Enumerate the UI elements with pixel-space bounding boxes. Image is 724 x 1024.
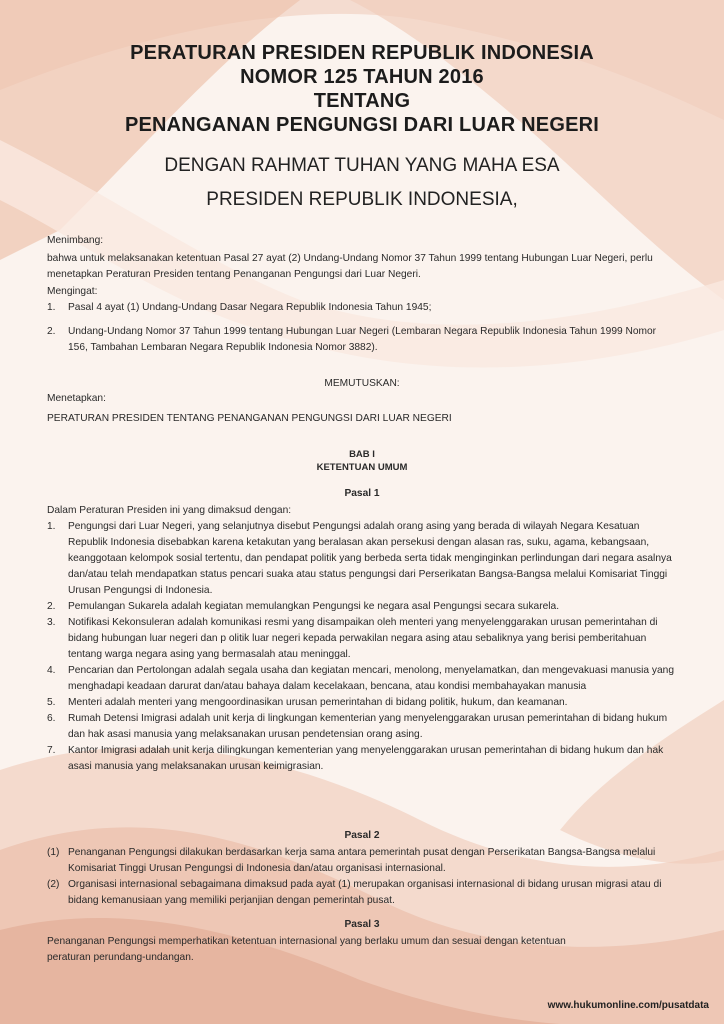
item-number: 3.: [47, 617, 56, 628]
item-number: 6.: [47, 713, 56, 724]
item-text: Undang-Undang Nomor 37 Tahun 1999 tentang Hubungan Luar Negeri (Lembaran Negara Republik Indonesia Tahun 1999 Nomor 156, Tambahan Lembaran Negara Republik Indonesia Nomor 3882).: [68, 326, 657, 353]
memutuskan: MEMUTUSKAN:: [324, 378, 400, 389]
menimbang-text: bahwa untuk melaksanakan ketentuan Pasal 27 ayat (2) Undang-Undang Nomor 37 Tahun 1999 tentang Hubungan Luar Negeri, perlu menetapkan Peraturan Presiden tentang Penanganan Pengungsi dari Luar Negeri.: [47, 253, 653, 280]
pasal1-intro: Dalam Peraturan Presiden ini yang dimaksud dengan:: [47, 505, 292, 516]
definition-item: [47, 695, 679, 711]
item-text: Notifikasi Kekonsuleran adalah komunikasi resmi yang disampaikan oleh menteri yang menyelenggarakan urusan pemerintahan di bidang hubungan luar negeri dan p olitik luar negeri kepada perwakilan negara asing atau sebaliknya yang berisi pemberitahuan tentang warga negara asing yang bermasalah atau meninggal.: [68, 617, 658, 660]
item-number: 4.: [47, 665, 56, 676]
title-line-4: PENANGANAN PENGUNGSI DARI LUAR NEGERI: [124, 114, 600, 136]
item-text: Pasal 4 ayat (1) Undang-Undang Dasar Negara Republik Indonesia Tahun 1945;: [68, 302, 432, 313]
mengingat-item: [47, 300, 677, 316]
ayat-item: [47, 845, 679, 877]
bab-heading: [47, 448, 677, 474]
item-text: Pengungsi dari Luar Negeri, yang selanjutnya disebut Pengungsi adalah orang asing yang berada di wilayah Negara Kesatuan Republik Indonesia disebabkan karena ketakutan yang beralasan akan persekusi dengan alasan ras, suku, agama, kebangsaan, keanggotaan kelompok sosial tertentu, dan pendapat politik yang berbeda serta tidak menginginkan perlindungan dari negara asalnya dan/atau telah mendapatkan status pencari suaka atau status pengungsi dari Perserikatan Bangsa-Bangsa melalui Komisariat Tinggi Urusan Pengungsi di Indonesia.: [68, 521, 672, 596]
item-number: 1.: [47, 302, 56, 313]
definition-item: [47, 743, 679, 775]
item-number: 2.: [47, 601, 56, 612]
menetapkan-text: PERATURAN PRESIDEN TENTANG PENANGANAN PENGUNGSI DARI LUAR NEGERI: [47, 413, 452, 424]
mengingat-item: [47, 324, 677, 356]
definition-item: [47, 663, 679, 695]
title-line-3: TENTANG: [313, 90, 411, 112]
item-number: 2.: [47, 326, 56, 337]
pasal3-text: Penanganan Pengungsi memperhatikan ketentuan internasional yang berlaku umum dan sesuai dengan ketentuan peraturan perundang-undangan.: [47, 936, 566, 963]
bab-title: KETENTUAN UMUM: [316, 462, 408, 473]
ayat-item: [47, 877, 679, 909]
item-text: Menteri adalah menteri yang mengoordinasikan urusan pemerintahan di bidang politik, hukum, dan keamanan.: [68, 697, 568, 708]
subtitle-line-1: DENGAN RAHMAT TUHAN YANG MAHA ESA: [164, 155, 560, 176]
title-line-2: NOMOR 125 TAHUN 2016: [240, 66, 484, 88]
pasal3-heading: Pasal 3: [344, 919, 380, 930]
menetapkan-section: [47, 391, 677, 427]
mengingat-label: Mengingat:: [47, 286, 98, 297]
item-text: Pemulangan Sukarela adalah kegiatan memulangkan Pengungsi ke negara asal Pengungsi secara sukarela.: [68, 601, 560, 612]
item-number: (2): [47, 879, 60, 890]
title-line-1: PERATURAN PRESIDEN REPUBLIK INDONESIA: [130, 42, 594, 64]
bab-number: BAB I: [349, 449, 375, 460]
pasal2-heading: Pasal 2: [344, 830, 380, 841]
pasal1-heading: Pasal 1: [344, 488, 380, 499]
item-text: Organisasi internasional sebagaimana dimaksud pada ayat (1) merupakan organisasi internasional di bidang urusan migrasi atau di bidang kemanusiaan yang memiliki perjanjian dengan pemerintah pusat.: [68, 879, 662, 906]
definition-item: [47, 599, 679, 615]
item-number: (1): [47, 847, 60, 858]
pasal1-section: [47, 503, 679, 775]
subtitle-line-2: PRESIDEN REPUBLIK INDONESIA,: [206, 189, 518, 210]
definition-item: [47, 711, 679, 743]
menimbang-label: Menimbang:: [47, 235, 104, 246]
item-number: 7.: [47, 745, 56, 756]
item-text: Kantor Imigrasi adalah unit kerja dilingkungan kementerian yang menyelenggarakan urusan pemerintahan di bidang hukum dan hak asasi manusia yang melaksanakan urusan keimigrasian.: [68, 745, 664, 772]
item-text: Penanganan Pengungsi dilakukan berdasarkan kerja sama antara pemerintah pusat dengan Perserikatan Bangsa-Bangsa melalui Komisariat Tinggi Urusan Pengungsi di Indonesia dan/atau organisasi internasional.: [68, 847, 656, 874]
item-text: Rumah Detensi Imigrasi adalah unit kerja di lingkungan kementerian yang menyelenggarakan urusan pemerintahan di bidang hukum dan hak asasi manusia yang melaksanakan urusan pendetensian orang asing.: [68, 713, 668, 740]
footer-url[interactable]: www.hukumonline.com/pusatdata: [547, 1000, 709, 1011]
item-number: 1.: [47, 521, 56, 532]
document-title: [0, 41, 724, 137]
mengingat-section: [47, 284, 677, 356]
pasal2-section: [47, 845, 679, 909]
definition-item: [47, 519, 679, 599]
item-text: Pencarian dan Pertolongan adalah segala usaha dan kegiatan mencari, menolong, menyelamatkan, dan mengevakuasi manusia yang menghadapi keadaan darurat dan/atau bahaya dalam kecelakaan, bencana, atau kondisi membahayakan manusia: [68, 665, 674, 692]
item-number: 5.: [47, 697, 56, 708]
menetapkan-label: Menetapkan:: [47, 393, 106, 404]
menimbang-section: [47, 233, 677, 283]
definition-item: [47, 615, 679, 663]
